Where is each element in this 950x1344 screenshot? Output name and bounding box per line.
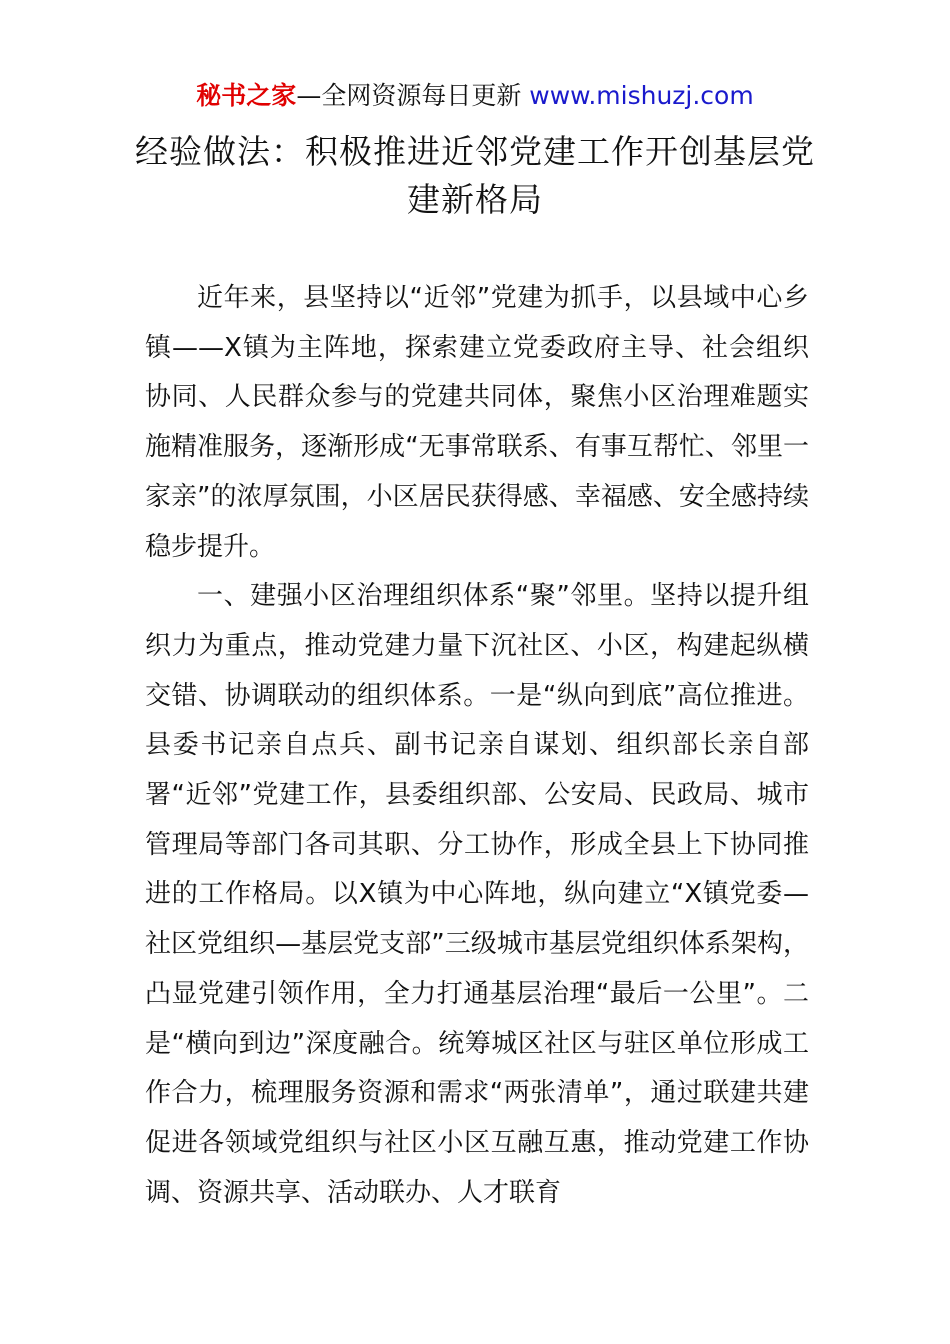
- paragraph-intro: 近年来，县坚持以“近邻”党建为抓手，以县域中心乡镇——X镇为主阵地，探索建立党委政府主导、社会组织协同、人民群众参与的党建共同体，聚焦小区治理难题实施精准服务，逐渐形成“无事常联系、有事互帮忙、邻里一家亲”的浓厚氛围，小区居民获得感、幸福感、安全感持续稳步提升。: [145, 283, 809, 562]
- header-slogan: —全网资源每日更新: [296, 81, 522, 110]
- document-title: 经验做法：积极推进近邻党建工作开创基层党建新格局: [135, 132, 815, 219]
- document-body: [145, 274, 809, 1218]
- brand-name: 秘书之家: [196, 81, 297, 110]
- paragraph-section-one: 一、建强小区治理组织体系“聚”邻里。坚持以提升组织力为重点，推动党建力量下沉社区、小区，构建起纵横交错、协调联动的组织体系。一是“纵向到底”高位推进。县委书记亲自点兵、副书记亲自谋划、组织部长亲自部署“近邻”党建工作，县委组织部、公安局、民政局、城市管理局等部门各司其职、分工协作，形成全县上下协同推进的工作格局。以X镇为中心阵地，纵向建立“X镇党委—社区党组织—基层党支部”三级城市基层党组织体系架构，凸显党建引领作用，全力打通基层治理“最后一公里”。二是“横向到边”深度融合。统筹城区社区与驻区单位形成工作合力，梳理服务资源和需求“两张清单”，通过联建共建促进各领域党组织与社区小区互融互惠，推动党建工作协调、资源共享、活动联办、人才联育: [145, 581, 809, 1208]
- site-header: [0, 80, 950, 112]
- site-url-link[interactable]: www.mishuzj.com: [529, 81, 754, 110]
